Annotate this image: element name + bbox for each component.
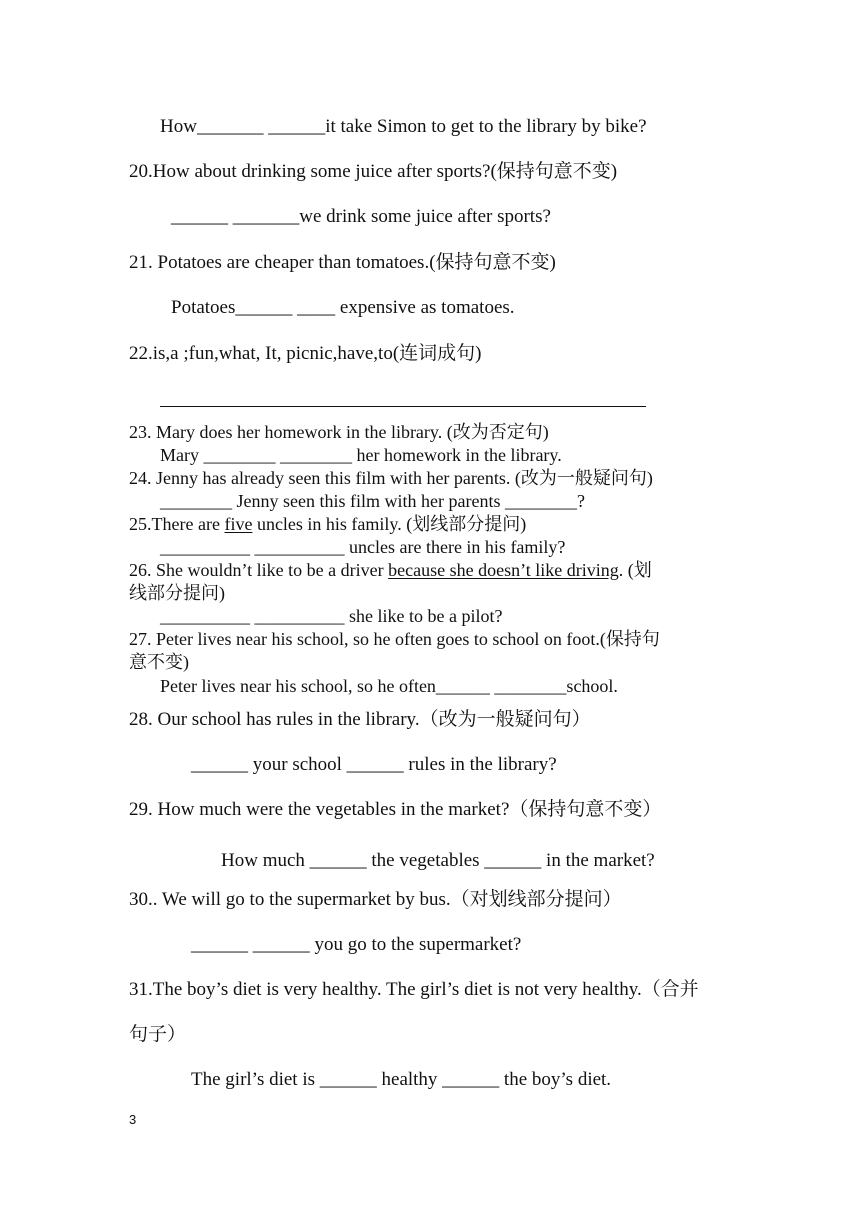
question-28: 28. Our school has rules in the library.（改为一般疑问句） xyxy=(129,709,591,730)
question-24: 24. Jenny has already seen this film with her parents. (改为一般疑问句) xyxy=(129,468,653,488)
question-23: 23. Mary does her homework in the library. (改为否定句) xyxy=(129,422,549,442)
answer-25: __________ __________ uncles are there in his family? xyxy=(160,537,566,557)
question-26 xyxy=(129,559,652,581)
answer-24: ________ Jenny seen this film with her parents ________? xyxy=(160,491,585,511)
underlined-reason: because she doesn’t like driving xyxy=(388,560,619,580)
question-27-continued: 意不变) xyxy=(129,652,189,672)
answer-20: ______ _______we drink some juice after sports? xyxy=(171,206,551,227)
question-26-continued: 线部分提问) xyxy=(129,583,225,603)
question-25 xyxy=(129,513,526,535)
question-26-text-end: . (划 xyxy=(618,560,652,580)
question-20: 20.How about drinking some juice after sports?(保持句意不变) xyxy=(129,161,618,182)
question-21: 21. Potatoes are cheaper than tomatoes.(保持句意不变) xyxy=(129,252,556,273)
answer-line-22 xyxy=(160,406,646,407)
question-26-text: 26. She wouldn’t like to be a driver xyxy=(129,560,389,580)
question-31: 31.The boy’s diet is very healthy. The girl’s diet is not very healthy.（合并 xyxy=(129,979,699,1000)
underlined-five: five xyxy=(224,514,253,534)
question-25-text-end: uncles in his family. (划线部分提问) xyxy=(252,514,527,534)
question-31-continued: 句子） xyxy=(129,1024,187,1045)
answer-29: How much ______ the vegetables ______ in the market? xyxy=(221,850,655,871)
answer-30: ______ ______ you go to the supermarket? xyxy=(191,934,522,955)
line-19-answer: How_______ ______it take Simon to get to the library by bike? xyxy=(160,116,647,137)
answer-31: The girl’s diet is ______ healthy ______ the boy’s diet. xyxy=(191,1069,612,1090)
answer-27: Peter lives near his school, so he often______ ________school. xyxy=(160,676,618,696)
page-number: 3 xyxy=(129,1112,137,1127)
question-27: 27. Peter lives near his school, so he often goes to school on foot.(保持句 xyxy=(129,629,660,649)
question-29: 29. How much were the vegetables in the market?（保持句意不变） xyxy=(129,799,662,820)
answer-28: ______ your school ______ rules in the library? xyxy=(191,754,557,775)
question-30: 30.. We will go to the supermarket by bus.（对划线部分提问） xyxy=(129,889,622,910)
answer-26: __________ __________ she like to be a pilot? xyxy=(160,606,503,626)
question-22: 22.is,a ;fun,what, It, picnic,have,to(连词成句) xyxy=(129,343,482,364)
answer-21: Potatoes______ ____ expensive as tomatoes. xyxy=(171,297,515,318)
answer-23: Mary ________ ________ her homework in the library. xyxy=(160,445,562,465)
question-25-text: 25.There are xyxy=(129,514,225,534)
